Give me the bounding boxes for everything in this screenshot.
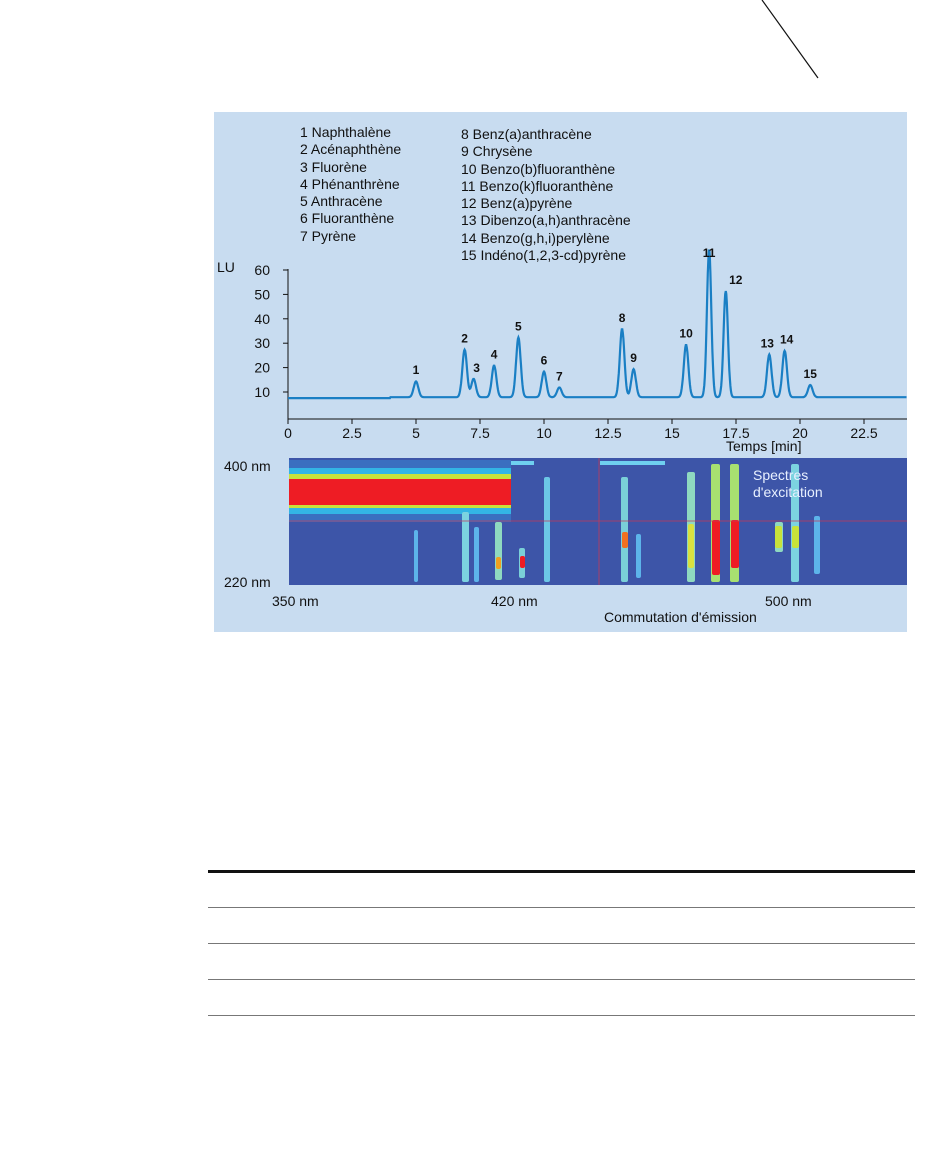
heat-streak bbox=[814, 516, 820, 574]
heat-streak bbox=[495, 522, 502, 580]
peak-label: 2 bbox=[461, 331, 468, 346]
legend-entry: 7 Pyrène bbox=[300, 227, 357, 244]
heat-y-label: 220 nm bbox=[224, 574, 271, 590]
heat-x-label: 500 nm bbox=[765, 593, 812, 609]
legend-entry: 4 Phénanthrène bbox=[300, 175, 400, 192]
heat-top-bar bbox=[600, 461, 665, 465]
heat-x-label: 350 nm bbox=[272, 593, 319, 609]
x-tick-label: 20 bbox=[792, 425, 808, 441]
heat-annotation: d'excitation bbox=[753, 484, 823, 500]
table-header-rule bbox=[208, 870, 915, 873]
heat-hotspot bbox=[712, 520, 720, 575]
heat-annotation: Spectres bbox=[753, 467, 809, 483]
x-tick-label: 5 bbox=[412, 425, 420, 441]
peak-label: 11 bbox=[702, 246, 716, 261]
peak-label: 15 bbox=[803, 366, 817, 381]
heat-hotspot bbox=[496, 557, 501, 569]
legend-entry: 6 Fluoranthène bbox=[300, 210, 395, 227]
x-tick-label: 0 bbox=[284, 425, 292, 441]
heat-streak bbox=[474, 527, 479, 582]
heat-streak bbox=[621, 477, 628, 582]
x-axis-title: Temps [min] bbox=[726, 438, 802, 454]
corner-line bbox=[0, 0, 950, 80]
y-axis-title: LU bbox=[217, 259, 235, 275]
y-tick-label: 50 bbox=[254, 286, 270, 303]
peak-label: 8 bbox=[618, 310, 626, 325]
peak-label: 9 bbox=[630, 351, 637, 366]
legend-entry: 9 Chrysène bbox=[461, 143, 533, 160]
heat-hotspot bbox=[520, 556, 525, 568]
legend-entry: 15 Indéno(1,2,3-cd)pyrène bbox=[461, 247, 626, 264]
x-tick-label: 17.5 bbox=[722, 425, 750, 441]
chromatogram-plot bbox=[217, 246, 907, 454]
peak-label: 5 bbox=[515, 319, 522, 334]
heat-hotspot bbox=[775, 526, 782, 548]
legend-entry: 3 Fluorène bbox=[300, 158, 367, 175]
legend-entry: 2 Acénaphthène bbox=[300, 141, 402, 158]
y-tick-label: 40 bbox=[254, 310, 270, 327]
heat-streak bbox=[636, 534, 641, 578]
legend-entry: 8 Benz(a)anthracène bbox=[461, 126, 592, 142]
legend-entry: 11 Benzo(k)fluoranthène bbox=[461, 177, 614, 194]
legend-entry: 5 Anthracène bbox=[300, 193, 383, 210]
peak-label: 4 bbox=[490, 347, 498, 362]
peak-label: 1 bbox=[412, 363, 420, 378]
heat-hotspot bbox=[622, 532, 628, 548]
x-tick-label: 12.5 bbox=[594, 425, 622, 441]
heat-band-red bbox=[289, 479, 511, 505]
legend-entry: 13 Dibenzo(a,h)anthracène bbox=[461, 212, 631, 229]
table-row-rule bbox=[208, 979, 915, 980]
heat-streak bbox=[462, 512, 469, 582]
peak-label: 3 bbox=[473, 360, 480, 375]
y-tick-label: 20 bbox=[254, 359, 270, 376]
heat-streak bbox=[544, 477, 550, 582]
heat-x-label: 420 nm bbox=[491, 593, 538, 609]
table-row-rule bbox=[208, 943, 915, 944]
x-tick-label: 10 bbox=[536, 425, 552, 441]
peak-label: 14 bbox=[779, 332, 794, 347]
peak-label: 13 bbox=[760, 336, 774, 351]
peak-label: 6 bbox=[540, 353, 548, 368]
heat-x-title: Commutation d'émission bbox=[604, 609, 757, 625]
x-tick-label: 2.5 bbox=[342, 425, 362, 441]
x-tick-label: 22.5 bbox=[850, 425, 878, 441]
heat-streak bbox=[414, 530, 418, 582]
y-tick-label: 60 bbox=[254, 262, 270, 278]
x-tick-label: 7.5 bbox=[470, 425, 490, 441]
legend-entry: 14 Benzo(g,h,i)perylène bbox=[461, 229, 610, 246]
heat-top-bar bbox=[511, 461, 534, 465]
heat-y-label: 400 nm bbox=[224, 458, 271, 474]
table-bottom-rule bbox=[208, 1015, 915, 1016]
chromatogram-figure bbox=[214, 112, 907, 632]
excitation-heatmap bbox=[224, 458, 907, 625]
y-tick-label: 30 bbox=[254, 335, 270, 352]
legend-entry: 10 Benzo(b)fluoranthène bbox=[461, 160, 616, 177]
peak-label: 12 bbox=[729, 272, 743, 287]
heat-hotspot bbox=[731, 520, 739, 568]
legend-entry: 1 Naphthalène bbox=[300, 124, 392, 140]
y-tick-label: 10 bbox=[254, 384, 270, 400]
table-row-rule bbox=[208, 907, 915, 908]
heat-hotspot bbox=[688, 524, 694, 568]
peak-label: 10 bbox=[679, 326, 693, 341]
x-tick-label: 15 bbox=[664, 425, 680, 441]
heat-hotspot bbox=[792, 526, 799, 548]
legend-right bbox=[461, 126, 631, 264]
peak-label: 7 bbox=[556, 369, 563, 384]
legend-left bbox=[300, 124, 401, 245]
legend-entry: 12 Benz(a)pyrène bbox=[461, 195, 573, 212]
